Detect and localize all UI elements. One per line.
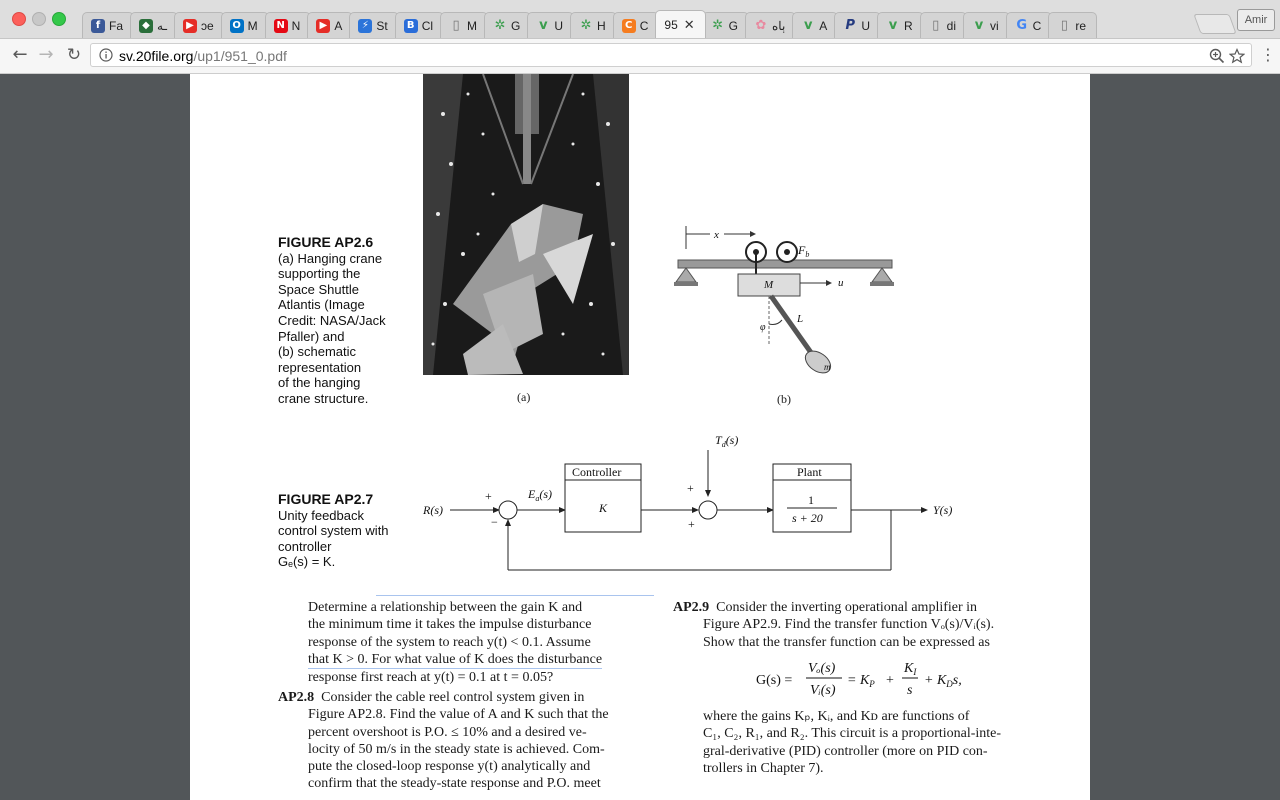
url-host: sv.20file.org <box>119 48 194 64</box>
text-line: trollers in Chapter 7). <box>703 760 824 776</box>
tab-21[interactable] <box>1006 12 1053 38</box>
output-Y-label: Y(s) <box>933 503 953 517</box>
url-path: /up1/951_0.pdf <box>193 48 287 64</box>
figure-ap2-7-title: FIGURE AP2.7 <box>278 491 374 507</box>
pid-equation <box>750 654 990 704</box>
tab-4[interactable] <box>265 12 312 38</box>
sum2-plus-bottom: + <box>688 517 695 531</box>
back-button[interactable]: ← <box>12 44 28 65</box>
ap2-9-problem <box>673 599 1045 651</box>
info-icon[interactable] <box>99 48 113 62</box>
caption-line: Gₑ(s) = K. <box>278 554 336 570</box>
new-tab-button[interactable] <box>1193 14 1236 34</box>
divider <box>376 595 654 596</box>
controller-label: Controller <box>572 465 622 479</box>
p-icon: P <box>845 17 856 33</box>
tab-16[interactable] <box>792 12 838 38</box>
browser-toolbar <box>0 39 1280 74</box>
youtube-icon: ▶ <box>183 19 197 33</box>
tab-0[interactable] <box>82 12 134 38</box>
outlook-icon: O <box>230 19 244 33</box>
caption-line: crane structure. <box>278 390 369 406</box>
figure-ap2-7-caption <box>278 492 389 570</box>
text-line: Determine a relationship between the gain K and <box>308 600 583 615</box>
tab-label: G <box>728 18 738 33</box>
text-line: Show that the transfer function can be expressed as <box>703 634 990 650</box>
tab-label: M <box>247 18 258 33</box>
tab-17[interactable] <box>834 12 881 38</box>
sum1-minus: − <box>491 515 498 529</box>
v-icon: v <box>888 17 898 33</box>
controller-gain: K <box>599 501 608 515</box>
lightning-icon: ⚡ <box>358 19 372 33</box>
doc-icon: ▯ <box>932 17 940 33</box>
eq-plus: + <box>886 673 894 688</box>
tab-label: H <box>597 18 606 33</box>
tab-label: A <box>819 18 828 33</box>
tab-10[interactable] <box>527 12 574 38</box>
text-line: the minimum time it takes the impulse disturbance <box>308 617 592 633</box>
tab-label: Cl <box>421 18 434 33</box>
crane-schematic <box>674 224 904 394</box>
tab-14[interactable] <box>702 12 749 38</box>
text-line: Consider the cable reel control system given in <box>321 690 585 705</box>
caption-line: Space Shuttle <box>278 281 359 297</box>
tab-19[interactable] <box>920 12 967 38</box>
sum2-plus-top: + <box>687 481 694 495</box>
tab-close-icon[interactable]: ✕ <box>683 16 695 32</box>
gear-icon: ✲ <box>494 17 506 33</box>
x-label: x <box>714 229 719 241</box>
text-line: percent overshoot is P.O. ≤ 10% and a desired ve- <box>308 724 587 740</box>
caption-line: Unity feedback <box>278 507 364 523</box>
tab-9[interactable] <box>484 12 531 38</box>
m-label: m <box>824 362 831 372</box>
caption-line: controller <box>278 538 332 554</box>
caption-line: control system with <box>278 523 389 539</box>
forward-button[interactable]: → <box>38 44 54 65</box>
eq-s: s <box>907 683 913 698</box>
plant-denominator: s + 20 <box>792 511 823 525</box>
phi-label: φ <box>760 322 766 333</box>
reload-button[interactable]: ↻ <box>66 45 82 65</box>
tab-2[interactable] <box>174 12 225 38</box>
tab-18[interactable] <box>877 12 924 38</box>
tab-13[interactable] <box>655 10 705 38</box>
tab-label: re <box>1075 18 1087 33</box>
caption-line: Pfaller) and <box>278 328 345 344</box>
tab-1[interactable] <box>130 12 178 38</box>
plant-numerator: 1 <box>808 493 814 507</box>
b-icon: B <box>404 19 418 33</box>
minimize-window-button[interactable] <box>32 12 46 26</box>
text-line: response of the system to reach y(t) < 0.1. Assume <box>308 634 591 650</box>
tab-label: U <box>554 18 564 33</box>
block-diagram <box>415 426 975 578</box>
caption-line: (b) schematic <box>278 344 357 360</box>
tab-label: vi <box>990 18 999 33</box>
tab-label: 95 <box>664 17 678 32</box>
ap2-9-explanation <box>703 708 1045 777</box>
text-line: locity of 50 m/s in the steady state is achieved. Com- <box>308 741 605 757</box>
figure-ap2-6-title: FIGURE AP2.6 <box>278 234 374 250</box>
error-label: $E_a(s)$ <box>528 487 553 503</box>
text-line: Consider the inverting operational amplifier in <box>716 600 978 615</box>
text-line: pute the closed-loop response y(t) analytically and <box>308 759 591 775</box>
tab-7[interactable] <box>395 12 444 38</box>
eq-numerator: Vₒ(s) <box>808 661 836 676</box>
mass-M-label: M <box>764 279 774 291</box>
plant-label: Plant <box>797 465 822 479</box>
text-line: response first reach at y(t) = 0.1 at t = 0.05? <box>308 670 554 686</box>
tab-label: M <box>467 18 478 33</box>
tab-5[interactable] <box>307 12 353 38</box>
tab-label: C <box>639 18 649 33</box>
ap2-8-label: AP2.8 <box>278 690 315 705</box>
tab-20[interactable] <box>963 12 1010 38</box>
doc-icon: ▯ <box>452 17 460 33</box>
tab-15[interactable] <box>745 12 796 38</box>
tab-label: A <box>334 18 343 33</box>
netflix-icon: N <box>274 19 288 33</box>
tab-label: Fa <box>109 18 124 33</box>
hanging-crane-photo <box>423 74 629 375</box>
u-label: u <box>838 277 844 289</box>
caption-line: (a) Hanging crane <box>278 250 383 266</box>
tab-strip <box>0 0 1280 39</box>
eq-lhs: G(s) = <box>756 673 793 688</box>
caption-line: Credit: NASA/Jack <box>278 312 386 328</box>
caption-line: of the hanging <box>278 375 361 391</box>
tab-label: U <box>861 18 870 33</box>
url-text[interactable] <box>119 48 287 64</box>
v-icon: v <box>804 17 813 33</box>
v-icon: v <box>539 17 548 33</box>
sum1-plus: + <box>485 489 492 503</box>
text-line: C₁, C₂, R₁, and R₂. This circuit is a proportional-inte- <box>703 726 1002 742</box>
tab-label: C <box>1032 18 1042 33</box>
tab-label: R <box>903 18 913 33</box>
v-icon: v <box>974 17 984 33</box>
profile-button[interactable]: Amir <box>1237 9 1275 31</box>
map-icon: ◆ <box>139 19 153 33</box>
subfig-a-label: (a) <box>517 390 531 404</box>
caption-line: Atlantis (Image <box>278 297 365 313</box>
zoom-icon[interactable] <box>1209 48 1225 64</box>
close-window-button[interactable] <box>12 12 26 26</box>
L-label: L <box>797 313 804 325</box>
left-paragraph <box>308 599 650 686</box>
facebook-icon: f <box>91 19 105 33</box>
tab-label: di <box>946 18 956 33</box>
text-line: Figure AP2.9. Find the transfer function Vₒ(s)/Vᵢ(s). <box>703 617 995 633</box>
tab-12[interactable] <box>613 12 660 38</box>
text-line: Figure AP2.8. Find the value of A and K such that the <box>308 707 609 723</box>
youtube-icon: ▶ <box>316 19 330 33</box>
tab-label: N <box>291 18 301 33</box>
c-icon: C <box>622 19 636 33</box>
eq-kp: = $K_P$ <box>847 673 875 689</box>
text-line: confirm that the steady-state response and P.O. meet <box>308 776 601 792</box>
eq-ki: $K_I$ <box>904 661 917 677</box>
tab-list <box>82 8 1093 38</box>
caption-line: representation <box>278 359 362 375</box>
figure-ap2-6-caption <box>278 235 386 407</box>
disturbance-label: $T_d(s)$ <box>715 433 739 449</box>
gear-icon: ✲ <box>580 17 592 33</box>
tab-6[interactable] <box>349 12 398 38</box>
caption-line: supporting the <box>278 266 361 282</box>
tab-label: G <box>511 18 521 33</box>
eq-kd: + $K_Ds$, <box>924 673 962 689</box>
tab-11[interactable] <box>570 12 617 38</box>
star-icon[interactable] <box>1229 48 1245 64</box>
input-R-label: R(s) <box>423 503 443 517</box>
tab-label: ɔe <box>200 18 214 33</box>
tab-22[interactable] <box>1048 12 1097 38</box>
doc-icon: ▯ <box>1060 17 1068 33</box>
eq-denominator: Vᵢ(s) <box>810 683 836 698</box>
tab-label: ـه <box>157 18 167 33</box>
pdf-page <box>190 74 1090 800</box>
text-line: that K > 0. For what value of K does the disturbance <box>308 651 602 669</box>
flower-icon: ✿ <box>755 17 767 33</box>
force-label: $F_b$ <box>798 243 810 259</box>
gear-icon: ✲ <box>712 17 724 33</box>
tab-label: St <box>376 18 388 33</box>
address-bar[interactable] <box>90 43 1252 67</box>
ap2-9-label: AP2.9 <box>673 600 710 615</box>
tab-8[interactable] <box>440 12 488 38</box>
tab-3[interactable] <box>221 12 269 38</box>
subfig-b-label: (b) <box>777 392 791 406</box>
google-icon: G <box>1016 17 1027 33</box>
text-line: where the gains Kₚ, Kᵢ, and Kᴅ are functions of <box>703 709 970 724</box>
text-line: gral-derivative (PID) controller (more on PID con- <box>703 743 988 759</box>
tab-label: ٻاه <box>772 18 786 33</box>
ap2-8-problem <box>278 689 650 793</box>
menu-icon[interactable]: ⋮ <box>1260 45 1276 64</box>
zoom-window-button[interactable] <box>52 12 66 26</box>
